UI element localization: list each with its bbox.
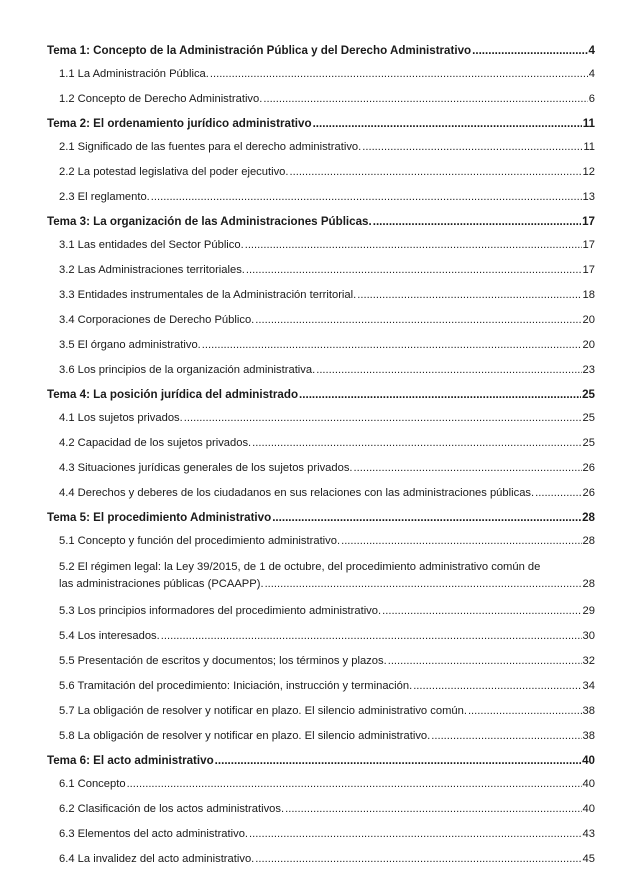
dot-leader xyxy=(263,92,587,106)
toc-entry-title: Tema 2: El ordenamiento jurídico administrativo xyxy=(47,117,312,130)
toc-entry-title: Tema 4: La posición jurídica del administrado xyxy=(47,388,299,401)
toc-entry-3-3[interactable] xyxy=(47,288,595,302)
dot-leader xyxy=(313,117,582,131)
dot-leader xyxy=(265,576,582,593)
toc-entry-page: 17 xyxy=(582,264,595,276)
toc-entry-1-2[interactable] xyxy=(47,92,595,106)
toc-entry-title: 3.2 Las Administraciones territoriales. xyxy=(59,264,245,276)
toc-entry-4-2[interactable] xyxy=(47,436,595,450)
toc-entry-title: 1.2 Concepto de Derecho Administrativo. xyxy=(59,93,263,105)
toc-entry-page: 40 xyxy=(582,803,595,815)
toc-entry-5-5[interactable] xyxy=(47,654,595,668)
dot-leader xyxy=(290,165,582,179)
toc-entry-page: 29 xyxy=(582,605,595,617)
toc-entry-4-4[interactable] xyxy=(47,486,595,500)
toc-entry-page: 28 xyxy=(582,578,595,590)
dot-leader xyxy=(373,215,581,229)
toc-entry-title: 5.4 Los interesados. xyxy=(59,630,160,642)
dot-leader xyxy=(215,754,581,768)
toc-entry-6-3[interactable] xyxy=(47,827,595,841)
toc-entry-title: 2.2 La potestad legislativa del poder ejecutivo. xyxy=(59,166,289,178)
toc-entry-title: Tema 1: Concepto de la Administración Pública y del Derecho Administrativo xyxy=(47,44,472,57)
toc-entry-4-1[interactable] xyxy=(47,411,595,425)
toc-entry-page: 25 xyxy=(582,388,595,401)
toc-entry-6-2[interactable] xyxy=(47,802,595,816)
toc-entry-title: 3.1 Las entidades del Sector Público. xyxy=(59,239,244,251)
toc-entry-page: 11 xyxy=(582,117,595,130)
toc-entry-2-3[interactable] xyxy=(47,190,595,204)
toc-entry-page: 30 xyxy=(582,630,595,642)
toc-entry-page: 4 xyxy=(588,44,595,57)
toc-entry-title: 6.2 Clasificación de los actos administrativos. xyxy=(59,803,285,815)
toc-entry-title-line-2: las administraciones públicas (PCAAPP). xyxy=(59,578,264,590)
toc-entry-title: 4.1 Los sujetos privados. xyxy=(59,412,183,424)
toc-entry-page: 43 xyxy=(582,828,595,840)
toc-entry-tema-3[interactable] xyxy=(47,215,595,229)
toc-entry-page: 25 xyxy=(582,412,595,424)
dot-leader xyxy=(255,852,581,866)
toc-entry-6-4[interactable] xyxy=(47,852,595,866)
toc-entry-title: 4.2 Capacidad de los sujetos privados. xyxy=(59,437,252,449)
toc-entry-page: 20 xyxy=(582,314,595,326)
toc-entry-3-2[interactable] xyxy=(47,263,595,277)
toc-entry-5-4[interactable] xyxy=(47,629,595,643)
toc-entry-page: 38 xyxy=(582,705,595,717)
toc-entry-page: 4 xyxy=(588,68,595,80)
toc-entry-title: 5.8 La obligación de resolver y notificar en plazo. El silencio administrativo. xyxy=(59,730,431,742)
toc-entry-2-2[interactable] xyxy=(47,165,595,179)
toc-entry-5-3[interactable] xyxy=(47,604,595,618)
toc-entry-title: 5.7 La obligación de resolver y notificar en plazo. El silencio administrativo común. xyxy=(59,705,467,717)
toc-entry-title: 4.4 Derechos y deberes de los ciudadanos en sus relaciones con las administraciones públicas. xyxy=(59,487,535,499)
toc-entry-title: Tema 6: El acto administrativo xyxy=(47,754,214,767)
toc-entry-title: 5.6 Tramitación del procedimiento: Iniciación, instrucción y terminación. xyxy=(59,680,413,692)
toc-entry-title: 5.5 Presentación de escritos y documentos; los términos y plazos. xyxy=(59,655,387,667)
dot-leader xyxy=(127,777,582,791)
toc-entry-title: 6.3 Elementos del acto administrativo. xyxy=(59,828,249,840)
toc-entry-title: 5.3 Los principios informadores del procedimiento administrativo. xyxy=(59,605,382,617)
dot-leader xyxy=(382,604,581,618)
toc-entry-page: 28 xyxy=(582,535,595,547)
toc-entry-5-6[interactable] xyxy=(47,679,595,693)
table-of-contents xyxy=(47,44,595,877)
dot-leader xyxy=(535,486,581,500)
dot-leader xyxy=(413,679,581,693)
toc-entry-3-4[interactable] xyxy=(47,313,595,327)
toc-entry-page: 23 xyxy=(582,364,595,376)
dot-leader xyxy=(272,511,581,525)
toc-entry-6-1[interactable] xyxy=(47,777,595,791)
dot-leader xyxy=(249,827,582,841)
toc-entry-3-1[interactable] xyxy=(47,238,595,252)
toc-entry-3-6[interactable] xyxy=(47,363,595,377)
toc-entry-page: 26 xyxy=(582,487,595,499)
toc-entry-title: 2.3 El reglamento. xyxy=(59,191,150,203)
toc-entry-tema-4[interactable] xyxy=(47,388,595,402)
dot-leader xyxy=(246,263,582,277)
dot-leader xyxy=(299,388,581,402)
toc-entry-page: 18 xyxy=(582,289,595,301)
toc-entry-5-7[interactable] xyxy=(47,704,595,718)
toc-entry-page: 45 xyxy=(582,853,595,865)
toc-entry-page: 40 xyxy=(582,754,595,767)
toc-entry-tema-2[interactable] xyxy=(47,117,595,131)
toc-entry-title: 3.6 Los principios de la organización administrativa. xyxy=(59,364,316,376)
dot-leader xyxy=(341,534,581,548)
toc-entry-page: 25 xyxy=(582,437,595,449)
toc-entry-tema-6[interactable] xyxy=(47,754,595,768)
dot-leader xyxy=(202,338,582,352)
toc-entry-page: 20 xyxy=(582,339,595,351)
dot-leader xyxy=(362,140,582,154)
toc-entry-5-8[interactable] xyxy=(47,729,595,743)
dot-leader xyxy=(255,313,581,327)
toc-entry-page: 38 xyxy=(582,730,595,742)
dot-leader xyxy=(161,629,582,643)
toc-entry-1-1[interactable] xyxy=(47,67,595,81)
toc-entry-title: 2.1 Significado de las fuentes para el derecho administrativo. xyxy=(59,141,362,153)
toc-entry-title: 6.1 Concepto xyxy=(59,778,126,790)
toc-entry-title: Tema 3: La organización de las Administraciones Públicas. xyxy=(47,215,372,228)
dot-leader xyxy=(151,190,582,204)
dot-leader xyxy=(354,461,582,475)
toc-entry-5-1[interactable] xyxy=(47,534,595,548)
toc-entry-page: 12 xyxy=(582,166,595,178)
toc-entry-page: 32 xyxy=(582,655,595,667)
toc-entry-title-line-1: 5.2 El régimen legal: la Ley 39/2015, de 1 de octubre, del procedimiento administrativo común de xyxy=(59,561,541,573)
toc-entry-page: 28 xyxy=(582,511,595,524)
toc-entry-title: 5.1 Concepto y función del procedimiento administrativo. xyxy=(59,535,341,547)
toc-entry-page: 17 xyxy=(582,215,595,228)
toc-entry-5-2[interactable] xyxy=(47,559,595,593)
toc-entry-page: 6 xyxy=(588,93,595,105)
toc-entry-page: 13 xyxy=(582,191,595,203)
toc-entry-title: 3.3 Entidades instrumentales de la Administración territorial. xyxy=(59,289,357,301)
toc-entry-title: 6.4 La invalidez del acto administrativo. xyxy=(59,853,255,865)
dot-leader xyxy=(285,802,581,816)
dot-leader xyxy=(468,704,582,718)
dot-leader xyxy=(245,238,582,252)
dot-leader xyxy=(184,411,582,425)
toc-entry-page: 34 xyxy=(582,680,595,692)
toc-entry-title: 4.3 Situaciones jurídicas generales de los sujetos privados. xyxy=(59,462,353,474)
toc-entry-2-1[interactable] xyxy=(47,140,595,154)
toc-entry-page: 40 xyxy=(582,778,595,790)
dot-leader xyxy=(316,363,581,377)
toc-entry-title: 3.5 El órgano administrativo. xyxy=(59,339,201,351)
dot-leader xyxy=(388,654,582,668)
toc-entry-title: 3.4 Corporaciones de Derecho Público. xyxy=(59,314,255,326)
toc-entry-page: 26 xyxy=(582,462,595,474)
dot-leader xyxy=(210,67,588,81)
toc-entry-tema-5[interactable] xyxy=(47,511,595,525)
toc-entry-tema-1[interactable] xyxy=(47,44,595,58)
dot-leader xyxy=(431,729,581,743)
dot-leader xyxy=(357,288,581,302)
dot-leader xyxy=(472,44,587,58)
toc-entry-3-5[interactable] xyxy=(47,338,595,352)
toc-entry-title: Tema 5: El procedimiento Administrativo xyxy=(47,511,272,524)
toc-entry-page: 17 xyxy=(582,239,595,251)
toc-entry-4-3[interactable] xyxy=(47,461,595,475)
dot-leader xyxy=(252,436,581,450)
toc-entry-title: 1.1 La Administración Pública. xyxy=(59,68,209,80)
toc-entry-page: 11 xyxy=(583,141,595,153)
